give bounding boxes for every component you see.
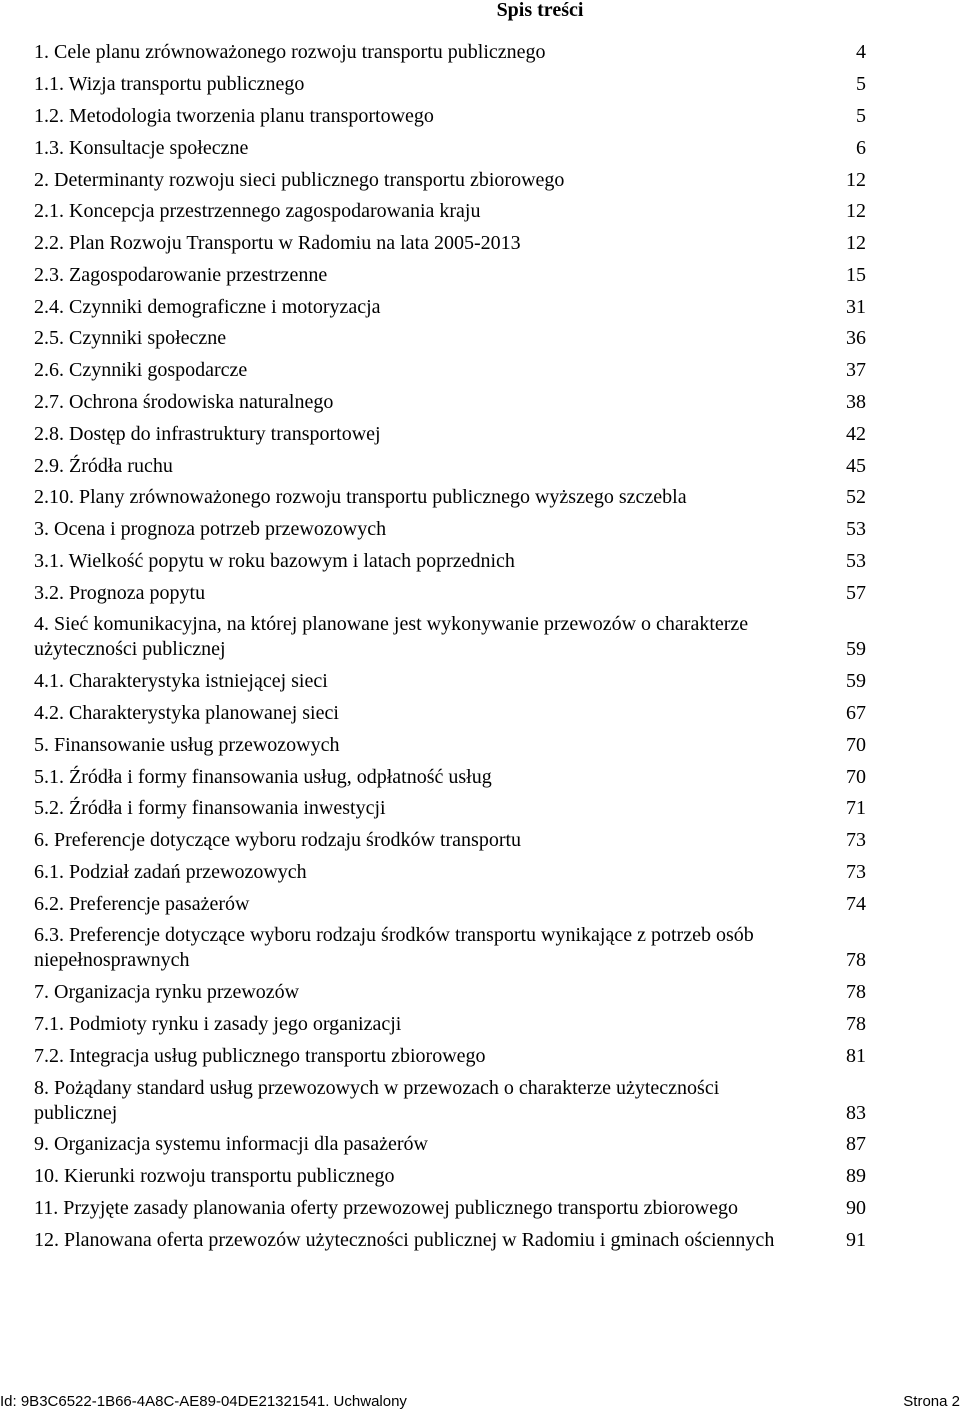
toc-entry-page: 89 — [846, 1165, 866, 1188]
toc-entry-page: 53 — [846, 518, 866, 541]
toc-entry-page: 81 — [846, 1044, 866, 1067]
toc-entry-title: 2.9. Źródła ruchu — [34, 454, 173, 477]
toc-entry[interactable] — [34, 259, 866, 291]
toc-entry[interactable] — [34, 291, 866, 323]
toc-entry-title: 12. Planowana oferta przewozów użyteczności publicznej w Radomiu i gminach ościennych — [34, 1228, 775, 1251]
toc-entry-page: 73 — [846, 860, 866, 883]
toc-entry[interactable] — [34, 698, 866, 730]
page-number: Strona 2 — [903, 1393, 960, 1410]
toc-entry[interactable] — [34, 69, 866, 101]
toc-entry-title: 5.1. Źródła i formy finansowania usług, odpłatność usług — [34, 765, 492, 788]
toc-entry-page: 78 — [846, 981, 866, 1004]
toc-entry-page: 12 — [846, 168, 866, 191]
toc-entry-page: 31 — [846, 295, 866, 318]
toc-entry-title: 1.1. Wizja transportu publicznego — [34, 73, 305, 96]
toc-entry-title: 6.3. Preferencje dotyczące wyboru rodzaju środków transportu wynikające z potrzeb osób niepełnosprawnych — [34, 924, 754, 972]
toc-entry-page: 4 — [856, 41, 866, 64]
toc-entry[interactable] — [34, 355, 866, 387]
toc-entry-title: 9. Organizacja systemu informacji dla pasażerów — [34, 1133, 428, 1156]
toc-entry[interactable] — [34, 577, 866, 609]
toc-entry-page: 59 — [846, 638, 866, 661]
toc-entry-page: 12 — [846, 232, 866, 255]
toc-entry-page: 83 — [846, 1101, 866, 1124]
toc-entry[interactable] — [34, 164, 866, 196]
toc-entry-title: 6.2. Preferencje pasażerów — [34, 892, 250, 915]
toc-entry-page: 6 — [856, 136, 866, 159]
toc-entry-page: 45 — [846, 454, 866, 477]
toc-entry-page: 70 — [846, 765, 866, 788]
toc-entry-page: 74 — [846, 892, 866, 915]
toc-entry[interactable] — [34, 132, 866, 164]
toc-entry-page: 38 — [846, 390, 866, 413]
toc-entry[interactable] — [34, 418, 866, 450]
toc-entry-title: 8. Pożądany standard usług przewozowych w przewozach o charakterze użyteczności publicznej — [34, 1076, 720, 1124]
toc-entry[interactable] — [34, 1224, 866, 1256]
toc-entry-title: 1. Cele planu zrównoważonego rozwoju transportu publicznego — [34, 41, 546, 64]
toc-entry[interactable] — [34, 825, 866, 857]
table-of-contents — [34, 37, 866, 1256]
toc-entry-page: 78 — [846, 1013, 866, 1036]
toc-entry-title: 2.1. Koncepcja przestrzennego zagospodarowania kraju — [34, 200, 481, 223]
toc-entry[interactable] — [34, 1009, 866, 1041]
toc-entry-page: 73 — [846, 829, 866, 852]
toc-entry-title: 7.1. Podmioty rynku i zasady jego organizacji — [34, 1013, 402, 1036]
toc-entry[interactable] — [34, 1129, 866, 1161]
toc-entry-title: 10. Kierunki rozwoju transportu publicznego — [34, 1165, 395, 1188]
toc-entry-title: 7. Organizacja rynku przewozów — [34, 981, 300, 1004]
toc-entry[interactable] — [34, 228, 866, 260]
toc-entry[interactable] — [34, 450, 866, 482]
toc-entry-page: 78 — [846, 949, 866, 972]
toc-entry-title: 2.8. Dostęp do infrastruktury transportowej — [34, 422, 381, 445]
page-title: Spis treści — [496, 0, 584, 21]
toc-entry[interactable] — [34, 609, 866, 666]
toc-entry-page: 5 — [856, 104, 866, 127]
toc-entry[interactable] — [34, 546, 866, 578]
toc-entry-title: 6. Preferencje dotyczące wyboru rodzaju środków transportu — [34, 829, 522, 852]
toc-entry[interactable] — [34, 323, 866, 355]
toc-entry-title: 4. Sieć komunikacyjna, na której planowane jest wykonywanie przewozów o charakterze użyteczności publicznej — [34, 613, 749, 661]
toc-entry-page: 57 — [846, 581, 866, 604]
toc-entry[interactable] — [34, 37, 866, 69]
toc-entry[interactable] — [34, 387, 866, 419]
toc-entry-page: 87 — [846, 1133, 866, 1156]
toc-entry-title: 2.3. Zagospodarowanie przestrzenne — [34, 263, 328, 286]
toc-entry-title: 5. Finansowanie usług przewozowych — [34, 733, 340, 756]
toc-entry-page: 36 — [846, 327, 866, 350]
toc-entry[interactable] — [34, 1072, 866, 1129]
toc-entry-page: 71 — [846, 797, 866, 820]
toc-entry[interactable] — [34, 514, 866, 546]
toc-entry[interactable] — [34, 920, 866, 977]
toc-entry[interactable] — [34, 977, 866, 1009]
toc-entry-title: 2.10. Plany zrównoważonego rozwoju transportu publicznego wyższego szczebla — [34, 486, 687, 509]
toc-entry[interactable] — [34, 1040, 866, 1072]
toc-entry-page: 15 — [846, 263, 866, 286]
toc-entry-title: 6.1. Podział zadań przewozowych — [34, 860, 307, 883]
toc-entry[interactable] — [34, 1161, 866, 1193]
toc-entry-page: 53 — [846, 549, 866, 572]
toc-entry[interactable] — [34, 857, 866, 889]
toc-entry-page: 5 — [856, 73, 866, 96]
toc-entry-title: 4.1. Charakterystyka istniejącej sieci — [34, 670, 328, 693]
toc-entry[interactable] — [34, 666, 866, 698]
toc-entry-page: 67 — [846, 702, 866, 725]
toc-entry-title: 2.2. Plan Rozwoju Transportu w Radomiu na lata 2005-2013 — [34, 232, 521, 255]
toc-entry[interactable] — [34, 101, 866, 133]
toc-entry-page: 90 — [846, 1196, 866, 1219]
toc-entry-title: 4.2. Charakterystyka planowanej sieci — [34, 702, 339, 725]
toc-entry-title: 3.1. Wielkość popytu w roku bazowym i latach poprzednich — [34, 549, 515, 572]
toc-entry[interactable] — [34, 761, 866, 793]
toc-entry-title: 2.6. Czynniki gospodarcze — [34, 359, 248, 382]
toc-entry-page: 42 — [846, 422, 866, 445]
toc-entry-title: 5.2. Źródła i formy finansowania inwestycji — [34, 797, 386, 820]
toc-entry-title: 2.5. Czynniki społeczne — [34, 327, 227, 350]
toc-entry-title: 2.4. Czynniki demograficzne i motoryzacja — [34, 295, 381, 318]
toc-entry-page: 91 — [846, 1228, 866, 1251]
toc-entry-title: 3. Ocena i prognoza potrzeb przewozowych — [34, 518, 387, 541]
toc-entry-page: 12 — [846, 200, 866, 223]
toc-entry-title: 1.2. Metodologia tworzenia planu transportowego — [34, 104, 434, 127]
toc-entry-title: 2. Determinanty rozwoju sieci publicznego transportu zbiorowego — [34, 168, 565, 191]
toc-entry[interactable] — [34, 196, 866, 228]
toc-entry-title: 7.2. Integracja usług publicznego transportu zbiorowego — [34, 1044, 486, 1067]
toc-entry-title: 1.3. Konsultacje społeczne — [34, 136, 249, 159]
toc-entry-title: 3.2. Prognoza popytu — [34, 581, 206, 604]
document-id: Id: 9B3C6522-1B66-4A8C-AE89-04DE21321541. Uchwalony — [0, 1393, 407, 1410]
toc-entry[interactable] — [34, 793, 866, 825]
toc-entry-title: 11. Przyjęte zasady planowania oferty przewozowej publicznego transportu zbiorowego — [34, 1196, 739, 1219]
toc-entry[interactable] — [34, 482, 866, 514]
toc-entry-page: 37 — [846, 359, 866, 382]
toc-entry[interactable] — [34, 888, 866, 920]
toc-entry-page: 70 — [846, 733, 866, 756]
toc-entry-page: 59 — [846, 670, 866, 693]
toc-entry-title: 2.7. Ochrona środowiska naturalnego — [34, 390, 334, 413]
toc-entry[interactable] — [34, 1193, 866, 1225]
toc-entry[interactable] — [34, 729, 866, 761]
toc-entry-page: 52 — [846, 486, 866, 509]
